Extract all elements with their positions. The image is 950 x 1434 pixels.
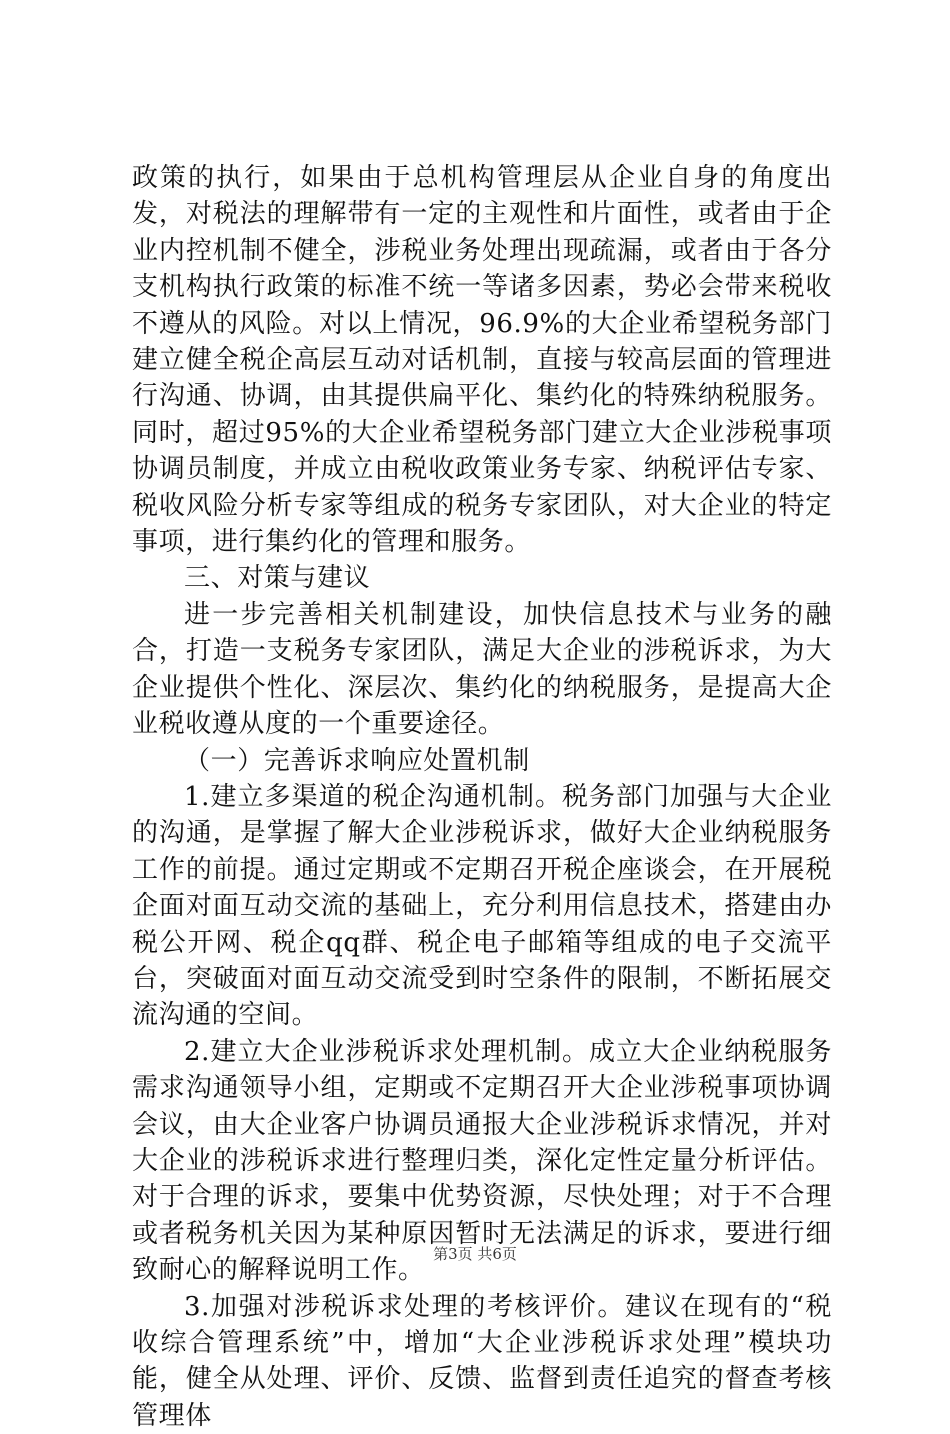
subsection-heading-response-mechanism: （一）完善诉求响应处置机制 xyxy=(184,745,530,776)
paragraph-item-2: 2.建立大企业涉税诉求处理机制。成立大企业纳税服务需求沟通领导小组，定期或不定期召开大企业涉税事项协调会议，由大企业客户协调员通报大企业涉税诉求情况，并对大企业的涉税诉求进行整理归类，深化定性定量分析评估。对于合理的诉求，要集中优势资源，尽快处理；对于不合理或者税务机关因为某种原因暂时无法满足的诉求，要进行细致耐心的解释说明工作。 xyxy=(132,1036,832,1286)
section-heading-countermeasures: 三、对策与建议 xyxy=(184,563,371,594)
paragraph-intro: 进一步完善相关机制建设，加快信息技术与业务的融合，打造一支税务专家团队，满足大企业的涉税诉求，为大企业提供个性化、深层次、集约化的纳税服务，是提高大企业税收遵从度的一个重要途径。 xyxy=(132,599,832,740)
paragraph-risk-continuation: 政策的执行，如果由于总机构管理层从企业自身的角度出发，对税法的理解带有一定的主观性和片面性，或者由于企业内控机制不健全，涉税业务处理出现疏漏，或者由于各分支机构执行政策的标准不统一等诸多因素，势必会带来税收不遵从的风险。对以上情况，96.9%的大企业希望税务部门建立健全税企高层互动对话机制，直接与较高层面的管理进行沟通、协调，由其提供扁平化、集约化的特殊纳税服务。同时，超过95%的大企业希望税务部门建立大企业涉税事项协调员制度，并成立由税收政策业务专家、纳税评估专家、税收风险分析专家等组成的税务专家团队，对大企业的特定事项，进行集约化的管理和服务。 xyxy=(132,163,832,558)
paragraph-item-1: 1.建立多渠道的税企沟通机制。税务部门加强与大企业的沟通，是掌握了解大企业涉税诉求，做好大企业纳税服务工作的前提。通过定期或不定期召开税企座谈会，在开展税企面对面互动交流的基础上，充分利用信息技术，搭建由办税公开网、税企qq群、税企电子邮箱等组成的电子交流平台，突破面对面互动交流受到时空条件的限制，不断拓展交流沟通的空间。 xyxy=(132,781,832,1031)
paragraph-item-3: 3.加强对涉税诉求处理的考核评价。建议在现有的“税收综合管理系统”中，增加“大企业涉税诉求处理”模块功能，健全从处理、评价、反馈、监督到责任追究的督查考核管理体 xyxy=(132,1291,832,1431)
page-footer: 第3页 共6页 xyxy=(433,1245,517,1263)
